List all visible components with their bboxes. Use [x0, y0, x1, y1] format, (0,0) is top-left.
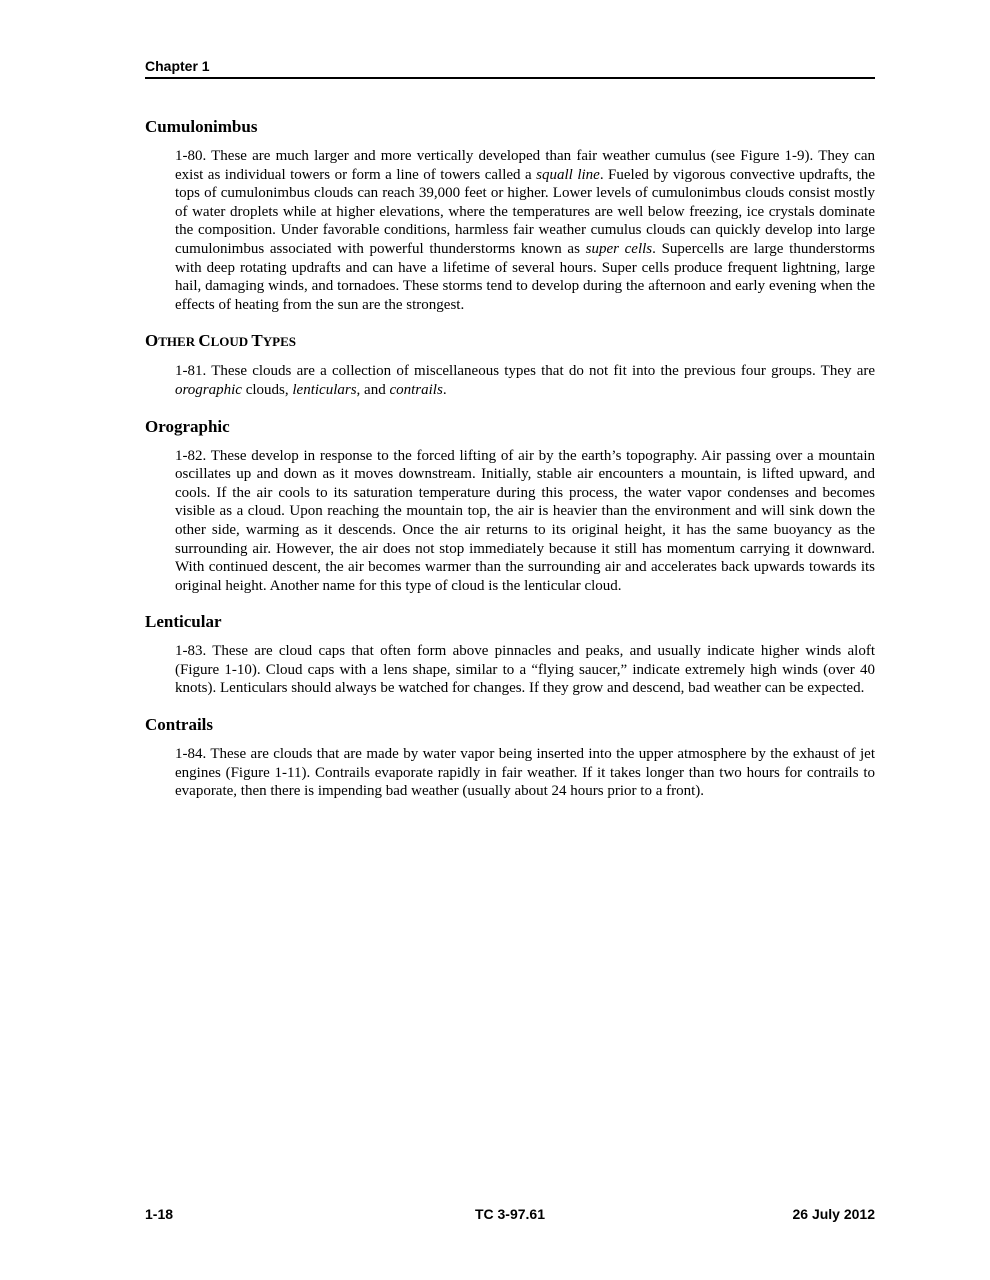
publication-date: 26 July 2012 [792, 1206, 875, 1222]
paragraph-1-83: 1-83. These are cloud caps that often form above pinnacles and peaks, and usually indicate higher winds aloft (Figure 1-10). Cloud caps with a lens shape, similar to a “flying saucer,” indicate extremely high winds (over 40 knots). Lenticulars should always be watched for changes. If they grow and descend, bad weather can be expected. [175, 643, 875, 697]
page-content [145, 116, 875, 817]
term-super-cells: super cells [585, 240, 653, 257]
paragraph-1-80 [175, 147, 875, 314]
text-run: . Fueled by vigorous convective updrafts, the tops of cumulonimbus clouds can reach 39,000 feet or higher. Lower levels of cumulonimbus clouds consist mostly of water droplets while at higher elevations, where the temperatures are well below freezing, ice crystals dominate the composition. Under favorable conditions, harmless fair weather cumulus clouds can quickly develop into large cumulonimbus associated with powerful thunderstorms known as [175, 166, 875, 257]
page-number: 1-18 [145, 1206, 174, 1222]
text-run: . Supercells are large thunderstorms with deep rotating updrafts and can have a lifetime of several hours. Super cells produce frequent lightning, large hail, damaging winds, and tornadoes. These storms tend to develop during the afternoon and early evening when the effects of heating from the sun are the strongest. [175, 240, 875, 313]
chapter-label: Chapter 1 [145, 58, 210, 74]
paragraph-1-81 [175, 362, 875, 399]
cumulonimbus-heading: Cumulonimbus [145, 117, 258, 136]
contrails-heading: Contrails [145, 715, 213, 735]
paragraph-1-82: 1-82. These develop in response to the forced lifting of air by the earth’s topography. Air passing over a mountain oscillates up and down as it moves downstream. Initially, stable air encounters a mountain, is lifted upward, and cools. If the air cools to its saturation temperature during this process, the water vapor condenses and becomes visible as a cloud. Upon reaching the mountain top, the air is heavier than the environment and will sink down the other side, warming as it descends. Once the air returns to its original height, it has the same buoyancy as the surrounding air. However, the air does not stop immediately because it still has momentum carrying it downward. With continued descent, the air becomes warmer than the surrounding air and accelerates back upwards towards its original height. Another name for this type of cloud is the lenticular cloud. [175, 447, 875, 594]
document-id: TC 3-97.61 [474, 1206, 546, 1222]
other-cloud-types-heading: OTHER CLOUD TYPES [145, 331, 296, 351]
text-run: . [442, 381, 447, 398]
text-run: 1-81. These clouds are a collection of miscellaneous types that do not fit into the previous four groups. They are [175, 363, 875, 380]
term-lenticulars: lenticulars [292, 381, 357, 398]
text-run: 1-80. These are much larger and more vertically developed than fair weather cumulus (see Figure 1-9). They can exist as individual towers or form a line of towers called a [175, 148, 875, 183]
page-footer [145, 1206, 875, 1226]
term-orographic: orographic [175, 381, 242, 398]
running-header [145, 58, 875, 79]
text-run: , and [356, 381, 390, 398]
term-squall-line: squall line [536, 166, 600, 183]
term-contrails: contrails [389, 381, 443, 398]
paragraph-1-84: 1-84. These are clouds that are made by water vapor being inserted into the upper atmosphere by the exhaust of jet engines (Figure 1-11). Contrails evaporate rapidly in fair weather. If it takes longer than two hours for contrails to evaporate, then there is impending bad weather (usually about 24 hours prior to a front). [175, 746, 875, 800]
text-run: clouds, [241, 381, 293, 398]
lenticular-heading: Lenticular [145, 612, 222, 632]
orographic-heading: Orographic [145, 416, 230, 436]
